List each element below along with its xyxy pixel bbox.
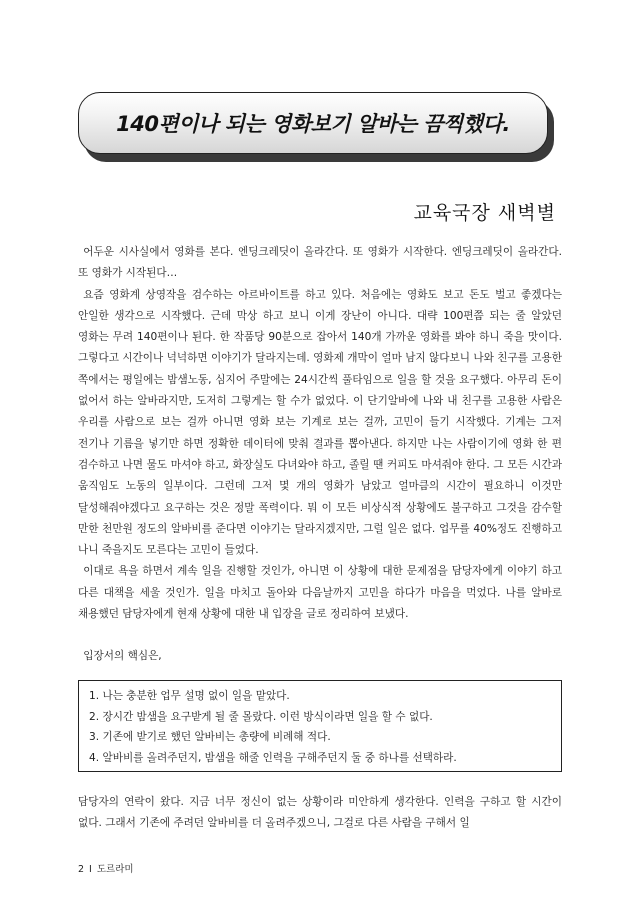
paragraph-2: 요즘 영화계 상영작을 검수하는 아르바이트를 하고 있다. 처음에는 영화도 보고 돈도 벌고 좋겠다는 안일한 생각으로 시작했다. 근데 막상 하고 보니 이게 장난이 아니다. 대략 100편쯤 되는 줄 알았던 영화는 무려 140편이나 된다. 한 작품당 90분으로 잡아서 140개 가까운 영화를 봐야 하니 죽을 맛이다. 그렇다고 시간이나 넉넉하면 이야기가 달라지는데. 영화제 개막이 얼마 남지 않다보니 나와 친구를 고용한 쪽에서는 평일에는 밤샘노동, 심지어 주말에는 24시간씩 풀타임으로 일을 할 것을 요구했다. 아무리 돈이 없어서 하는 알바라지만, 도저히 그렇게는 할 수가 없었다. 이 단기알바에 나와 내 친구를 고용한 사람은 우리를 사람으로 보는 걸까 아니면 영화 보는 기계로 보는 걸까, 고민이 들기 시작했다. 기계는 그저 전기나 기름을 넣기만 하면 정확한 데이터에 맞춰 결과를 뽑아낸다. 하지만 나는 사람이기에 영화 한 편 검수하고 나면 물도 마셔야 하고, 화장실도 다녀와야 하고, 졸릴 땐 커피도 마셔줘야 한다. 그 모든 시간과 움직임도 노동의 일부이다. 그런데 그저 몇 개의 영화가 남았고 얼마큼의 시간이 필요하니 이것만 달성해줘야겠다고 요구하는 것은 정말 폭력이다. 뭐 이 모든 비상식적 상황에도 불구하고 그것을 감수할 만한 천만원 정도의 알바비를 준다면 이야기는 달라지겠지만, 그럴 일은 없다. 업무를 40%정도 진행하고 나니 죽을지도 모른다는 고민이 들었다. bbox=[78, 288, 562, 557]
page-number: 2 bbox=[78, 864, 85, 875]
core-points-box bbox=[78, 680, 562, 772]
article-title: 140편이나 되는 영화보기 알바는 끔찍했다. bbox=[116, 112, 510, 136]
core-point-4: 4. 알바비를 올려주던지, 밤샘을 해줄 인력을 구해주던지 둘 중 하나를 선택하라. bbox=[89, 751, 457, 764]
paragraph-4: 입장서의 핵심은, bbox=[83, 650, 162, 663]
title-box bbox=[78, 92, 548, 154]
core-point-3: 3. 기존에 받기로 했던 알바비는 총량에 비례해 적다. bbox=[89, 731, 331, 743]
title-banner bbox=[78, 92, 548, 154]
paragraph-1: 어두운 시사실에서 영화를 본다. 엔딩크레딧이 올라간다. 또 영화가 시작한다. 엔딩크레딧이 올라간다. 또 영화가 시작된다… bbox=[78, 246, 562, 280]
footer-separator: I bbox=[89, 864, 92, 875]
closing-section bbox=[78, 792, 562, 835]
core-point-1: 1. 나는 충분한 업무 설명 없이 일을 맡았다. bbox=[89, 690, 290, 702]
magazine-name: 도르라미 bbox=[96, 864, 134, 875]
core-point-2: 2. 장시간 밤샘을 요구받게 될 줄 몰랐다. 이런 방식이라면 일을 할 수 없다. bbox=[89, 710, 433, 723]
paragraph-3: 이대로 욕을 하면서 계속 일을 진행할 것인가, 아니면 이 상황에 대한 문제점을 담당자에게 이야기 하고 다른 대책을 세울 것인가. 일을 마치고 돌아와 다음날까지 고민을 하다가 마음을 먹었다. 나를 알바로 채용했던 담당자에게 현재 상황에 대한 내 입장을 글로 정리하여 보냈다. bbox=[78, 565, 562, 621]
page-footer bbox=[78, 861, 134, 875]
author-byline: 교육국장 새벽별 bbox=[413, 202, 556, 224]
article-body bbox=[78, 242, 562, 668]
closing-paragraph: 담당자의 연락이 왔다. 지금 너무 정신이 없는 상황이라 미안하게 생각한다. 인력을 구하고 할 시간이 없다. 그래서 기존에 주려던 알바비를 더 올려주겠으니, 그걸로 다른 사람을 구해서 일 bbox=[78, 796, 562, 830]
